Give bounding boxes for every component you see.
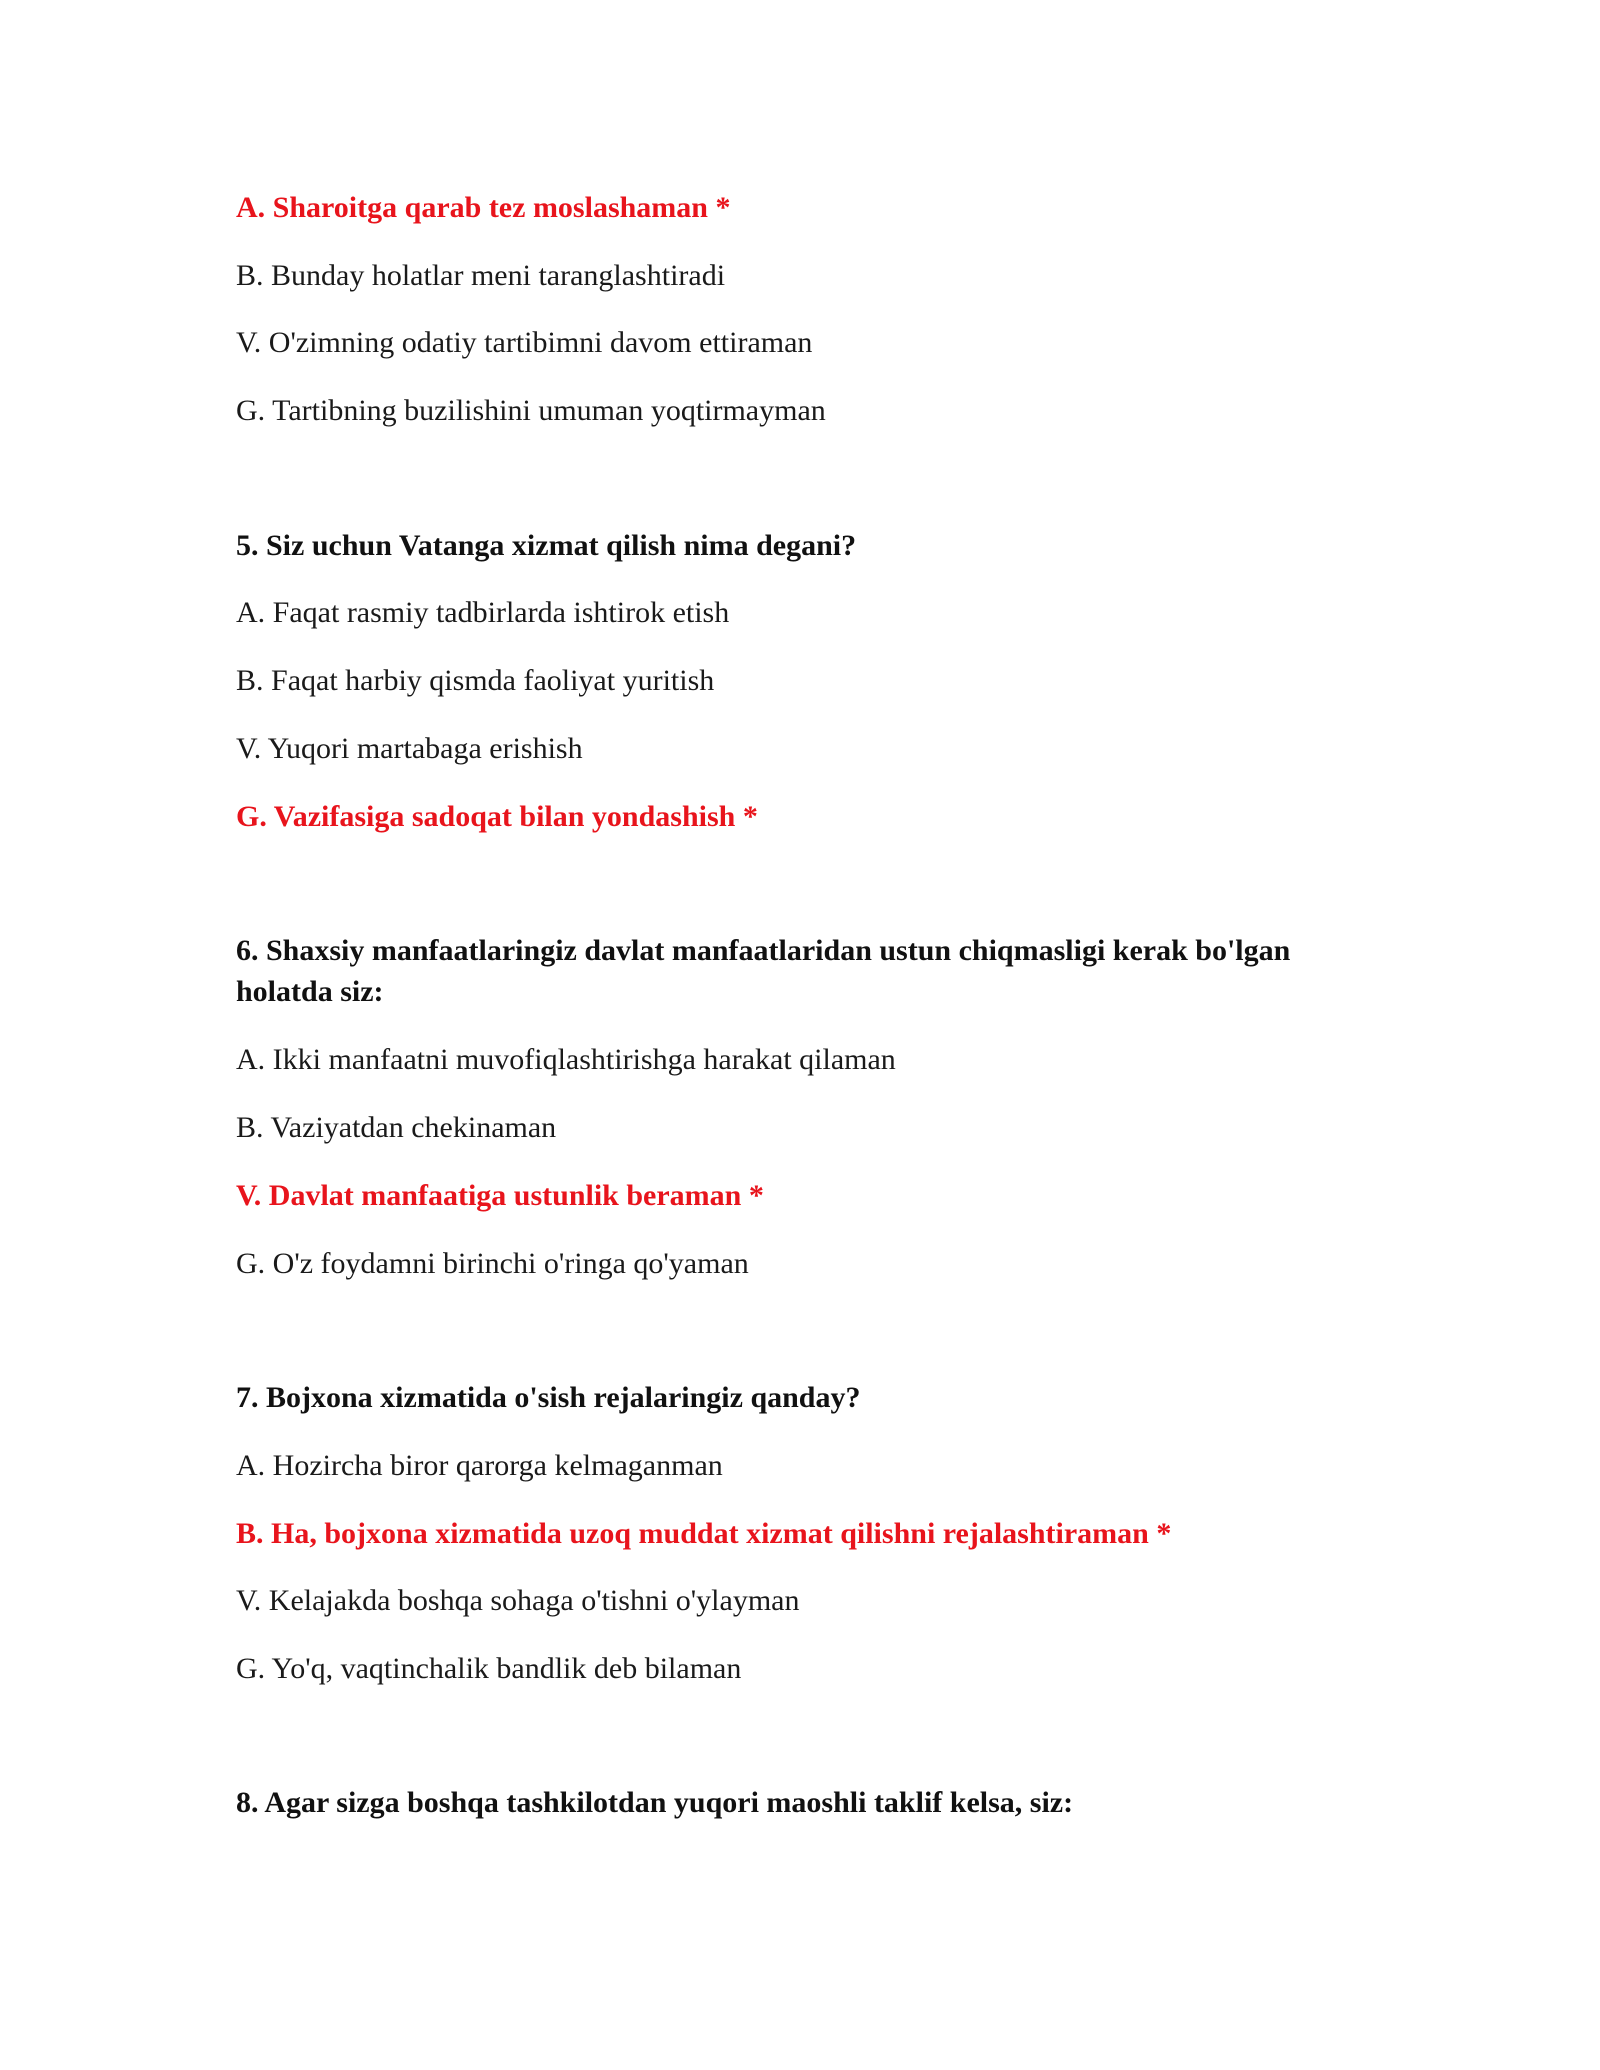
option-6-b: B. Vaziyatdan chekinaman <box>236 1111 557 1144</box>
option-4-b: B. Bunday holatlar meni taranglashtiradi <box>236 259 726 292</box>
option-7-b: B. Ha, bojxona xizmatida uzoq muddat xizmat qilishni rejalashtiraman * <box>236 1517 1172 1550</box>
option-7-g: G. Yo'q, vaqtinchalik bandlik deb bilaman <box>236 1652 742 1685</box>
option-6-a: A. Ikki manfaatni muvofiqlashtirishga harakat qilaman <box>236 1043 896 1076</box>
option-5-b: B. Faqat harbiy qismda faoliyat yuritish <box>236 664 715 697</box>
option-5-v: V. Yuqori martabaga erishish <box>236 732 583 765</box>
option-4-a: A. Sharoitga qarab tez moslashaman * <box>236 191 731 224</box>
question-5: 5. Siz uchun Vatanga xizmat qilish nima degani? <box>236 529 857 562</box>
option-4-g: G. Tartibning buzilishini umuman yoqtirmayman <box>236 394 826 427</box>
question-6: 6. Shaxsiy manfaatlaringiz davlat manfaatlaridan ustun chiqmasligi kerak bo'lgan holatda siz: <box>236 934 1291 1008</box>
question-8: 8. Agar sizga boshqa tashkilotdan yuqori maoshli taklif kelsa, siz: <box>236 1786 1074 1819</box>
option-7-v: V. Kelajakda boshqa sohaga o'tishni o'ylayman <box>236 1584 800 1617</box>
option-5-g: G. Vazifasiga sadoqat bilan yondashish * <box>236 800 758 833</box>
option-6-v: V. Davlat manfaatiga ustunlik beraman * <box>236 1179 764 1212</box>
option-6-g: G. O'z foydamni birinchi o'ringa qo'yaman <box>236 1247 749 1280</box>
option-4-v: V. O'zimning odatiy tartibimni davom ettiraman <box>236 326 813 359</box>
option-7-a: A. Hozircha biror qarorga kelmaganman <box>236 1449 723 1482</box>
option-5-a: A. Faqat rasmiy tadbirlarda ishtirok etish <box>236 596 730 629</box>
question-7: 7. Bojxona xizmatida o'sish rejalaringiz qanday? <box>236 1381 861 1414</box>
